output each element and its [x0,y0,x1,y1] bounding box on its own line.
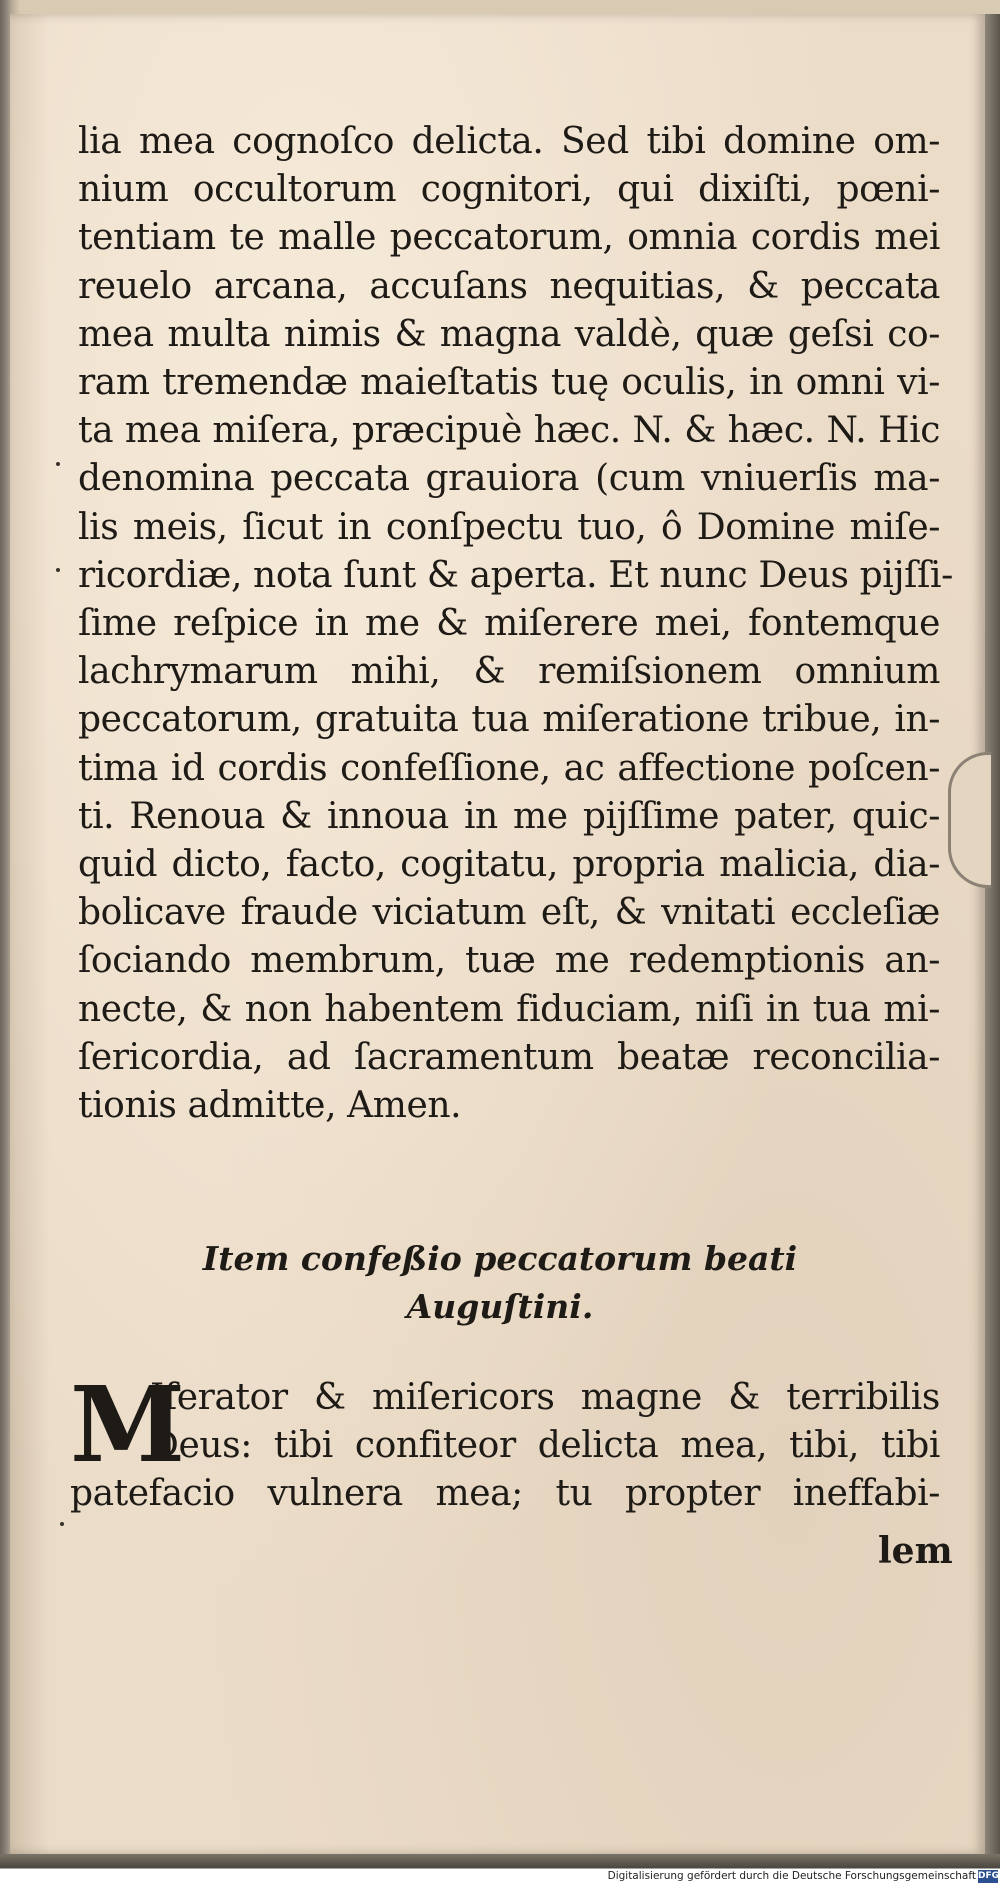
text-line: bolicave fraude viciatum eſt, & vnitati eccleſiæ [78,892,940,934]
text-line: Deus: tibi confiteor delicta mea, tibi, tibi [150,1425,940,1467]
text-line: ſericordia, ad ſacramentum beatæ reconcilia- [78,1036,940,1078]
catchword: lem [878,1530,953,1572]
text-line: nium occultorum cognitori, qui dixiſti, pœni- [78,169,940,211]
text-line: patefacio vulnera mea; tu propter ineffabi- [70,1473,940,1515]
text-line: ti. Renoua & innoua in me pijſſime pater, quic- [78,795,940,837]
text-line: denomina peccata grauiora (cum vniuerſis ma- [78,458,940,500]
text-line: ram tremendæ maieſtatis tuę oculis, in omni vi- [78,362,940,404]
text-line: tima id cordis confeſſione, ac affectione poſcen- [78,747,940,789]
heading-line-2: Auguſtini. [406,1287,594,1326]
text-line: mea multa nimis & magna valdè, quæ geſsi co- [78,313,940,355]
main-text-block [78,118,953,1130]
section-heading [0,1235,1000,1331]
ink-speck [60,1522,64,1526]
text-line: ta mea miſera, præcipuè hæc. N. & hæc. N. Hic [78,410,940,452]
ink-speck [56,568,60,572]
funding-credit: Digitalisierung gefördert durch die Deutsche Forschungsgemeinschaft [607,1870,976,1882]
text-line: ſime reſpice in me & miſerere mei, fontemque [78,603,940,645]
heading-line-1: Item confeßio peccatorum beati [202,1239,798,1278]
text-line: tionis admitte, Amen. [78,1085,462,1127]
second-paragraph [70,1363,940,1519]
text-line: ricordiæ, nota ſunt & aperta. Et nunc Deus pijſſi- [78,554,953,596]
text-line: lachrymarum mihi, & remiſsionem omnium [78,651,940,693]
text-line: Iſerator & miſericors magne & terribilis [150,1377,940,1418]
text-line: tentiam te malle peccatorum, omnia cordis mei [78,217,940,259]
dfg-logo: DFG [978,1871,1000,1881]
text-line: necte, & non habentem fiduciam, niſi in tua mi- [78,988,940,1030]
book-edge [985,14,1000,1854]
ink-speck [56,462,60,466]
text-line: reuelo arcana, accuſans nequitias, & peccata [78,265,940,307]
text-line: peccatorum, gratuita tua miſeratione tribue, in- [78,699,940,741]
text-line: quid dicto, facto, cogitatu, propria malicia, dia- [78,844,940,886]
page-tab-notch [948,752,991,888]
drop-cap-initial: M [70,1363,186,1486]
text-line: lis meis, ſicut in conſpectu tuo, ô Domine miſe- [78,506,940,548]
text-line: lia mea cognoſco delicta. Sed tibi domine om- [78,121,940,162]
text-line: ſociando membrum, tuæ me redemptionis an- [78,940,940,982]
